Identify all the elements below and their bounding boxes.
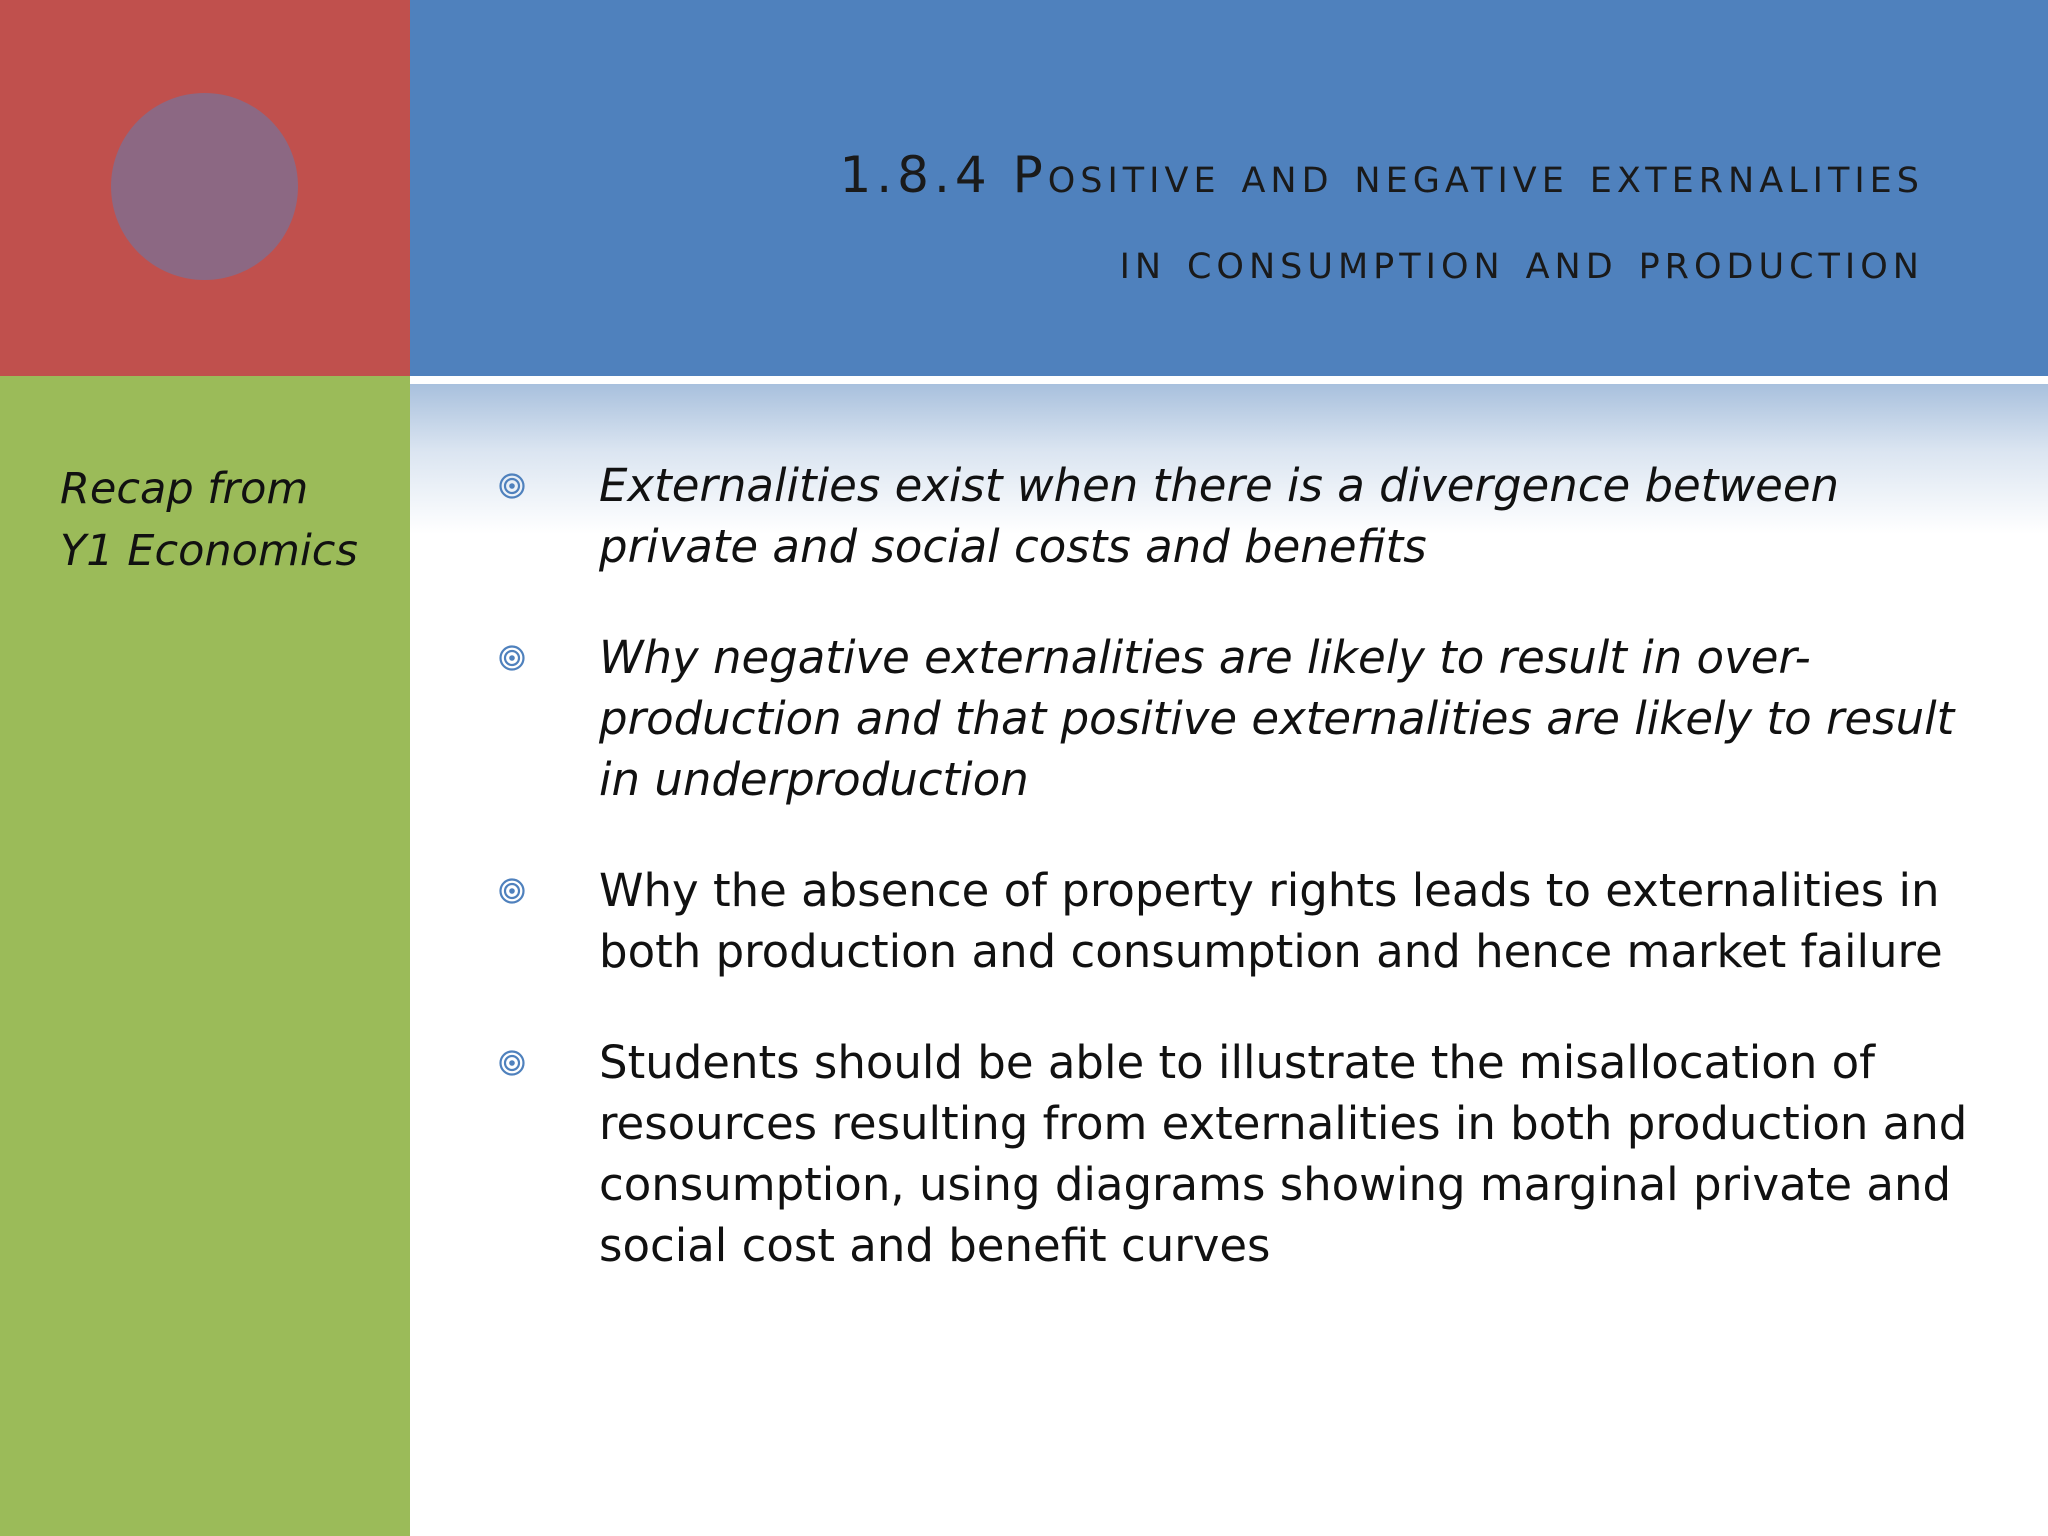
recap-label (60, 458, 358, 582)
title-line-2: in consumption and production (1119, 232, 1924, 290)
bullet-item (495, 627, 1995, 810)
target-circle-icon (499, 1050, 525, 1076)
slide-title (839, 132, 1924, 304)
target-circle-icon (499, 645, 525, 671)
title-line-1: 1.8.4 Positive and negative externalities (839, 146, 1924, 204)
bullet-text: Why negative externalities are likely to result in over-production and that positive externalities are likely to result in underproduction (599, 631, 1955, 806)
target-circle-icon (499, 878, 525, 904)
bullet-item (495, 860, 1995, 982)
recap-line-1: Recap from (60, 464, 309, 514)
title-divider (410, 376, 2048, 384)
recap-line-2: Y1 Economics (60, 526, 358, 576)
bullet-item (495, 455, 1995, 577)
bullet-item (495, 1032, 1995, 1276)
decorative-circle (111, 93, 298, 280)
bullet-text: Why the absence of property rights leads to externalities in both production and consumption and hence market failure (599, 864, 1943, 978)
bullet-list (495, 455, 1995, 1326)
bullet-text: Students should be able to illustrate the misallocation of resources resulting from externalities in both production and consumption, using diagrams showing marginal private and social cost and benefit curves (599, 1036, 1968, 1272)
bullet-text: Externalities exist when there is a divergence between private and social costs and benefits (599, 459, 1840, 573)
corner-block (0, 0, 410, 376)
target-circle-icon (499, 473, 525, 499)
title-band (410, 0, 2048, 376)
